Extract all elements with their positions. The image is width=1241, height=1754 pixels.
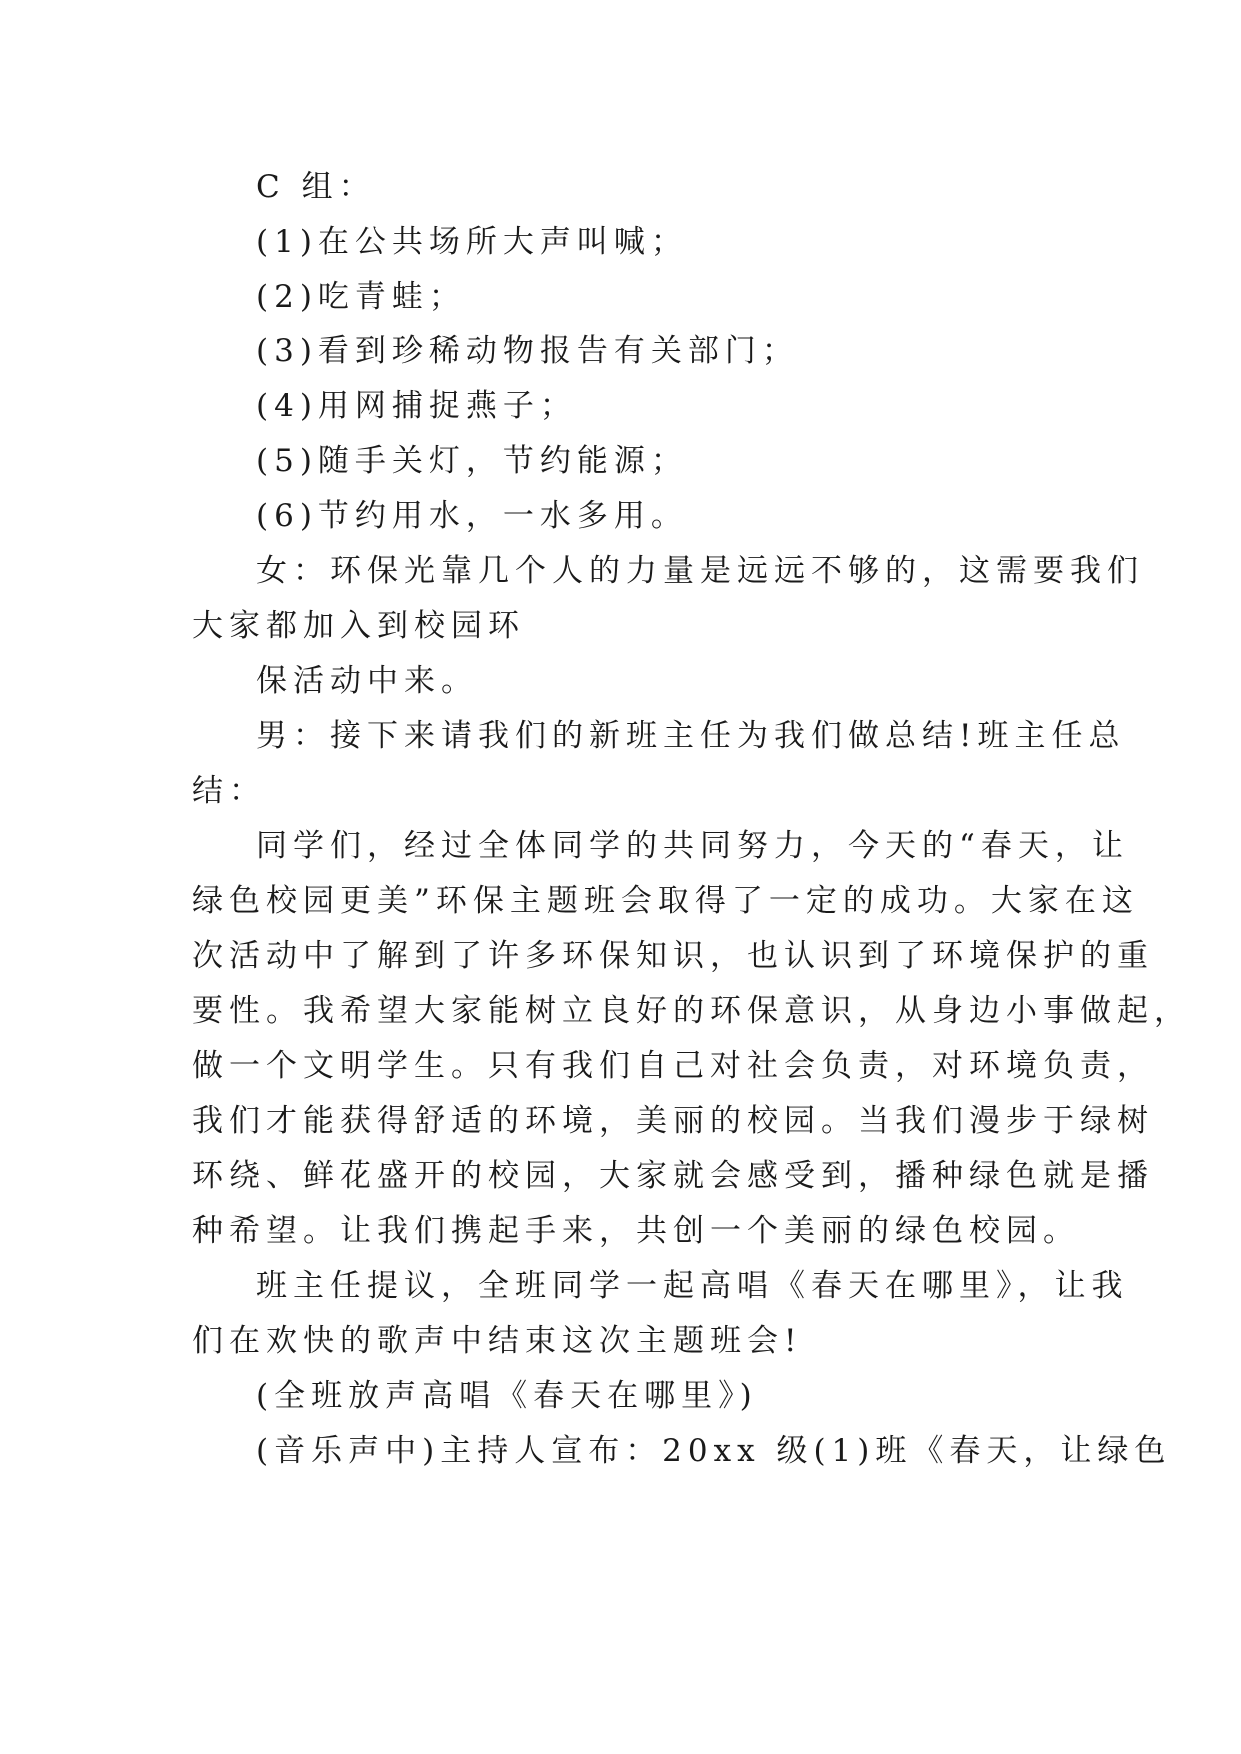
list-item-1: (1)在公共场所大声叫喊；: [256, 224, 688, 260]
teacher-summary-line-1: 同学们，经过全体同学的共同努力，今天的“春天，让: [256, 828, 1129, 864]
teacher-summary-line-2: 绿色校园更美”环保主题班会取得了一定的成功。大家在这: [192, 883, 1139, 919]
teacher-proposal-line-2: 们在欢快的歌声中结束这次主题班会!: [192, 1323, 803, 1359]
teacher-summary-line-7: 环绕、鲜花盛开的校园，大家就会感受到，播种绿色就是播: [192, 1158, 1154, 1194]
female-speaker-line-1: 女：环保光靠几个人的力量是远远不够的，这需要我们: [256, 553, 1144, 589]
list-item-4: (4)用网捕捉燕子；: [256, 388, 577, 424]
singing-note: (全班放声高唱《春天在哪里》): [256, 1378, 758, 1414]
teacher-summary-line-4: 要性。我希望大家能树立良好的环保意识，从身边小事做起，: [192, 993, 1191, 1029]
group-c-heading: C 组：: [256, 169, 376, 205]
female-speaker-line-2: 大家都加入到校园环: [192, 608, 525, 644]
teacher-summary-line-6: 我们才能获得舒适的环境，美丽的校园。当我们漫步于绿树: [192, 1103, 1154, 1139]
list-item-2: (2)吃青蛙；: [256, 279, 466, 315]
teacher-proposal-line-1: 班主任提议，全班同学一起高唱《春天在哪里》，让我: [256, 1268, 1129, 1304]
male-speaker-line-1: 男：接下来请我们的新班主任为我们做总结!班主任总: [256, 718, 1126, 754]
male-speaker-line-2: 结：: [192, 773, 266, 809]
list-item-5: (5)随手关灯，节约能源；: [256, 443, 688, 479]
teacher-summary-line-3: 次活动中了解到了许多环保知识，也认识到了环境保护的重: [192, 938, 1154, 974]
list-item-3: (3)看到珍稀动物报告有关部门；: [256, 333, 799, 369]
teacher-summary-line-5: 做一个文明学生。只有我们自己对社会负责，对环境负责，: [192, 1048, 1154, 1084]
list-item-6: (6)节约用水，一水多用。: [256, 498, 688, 534]
teacher-summary-line-8: 种希望。让我们携起手来，共创一个美丽的绿色校园。: [192, 1213, 1080, 1249]
host-announcement: (音乐声中)主持人宣布：20xx 级(1)班《春天，让绿色: [256, 1433, 1172, 1469]
female-speaker-line-3: 保活动中来。: [256, 663, 478, 699]
